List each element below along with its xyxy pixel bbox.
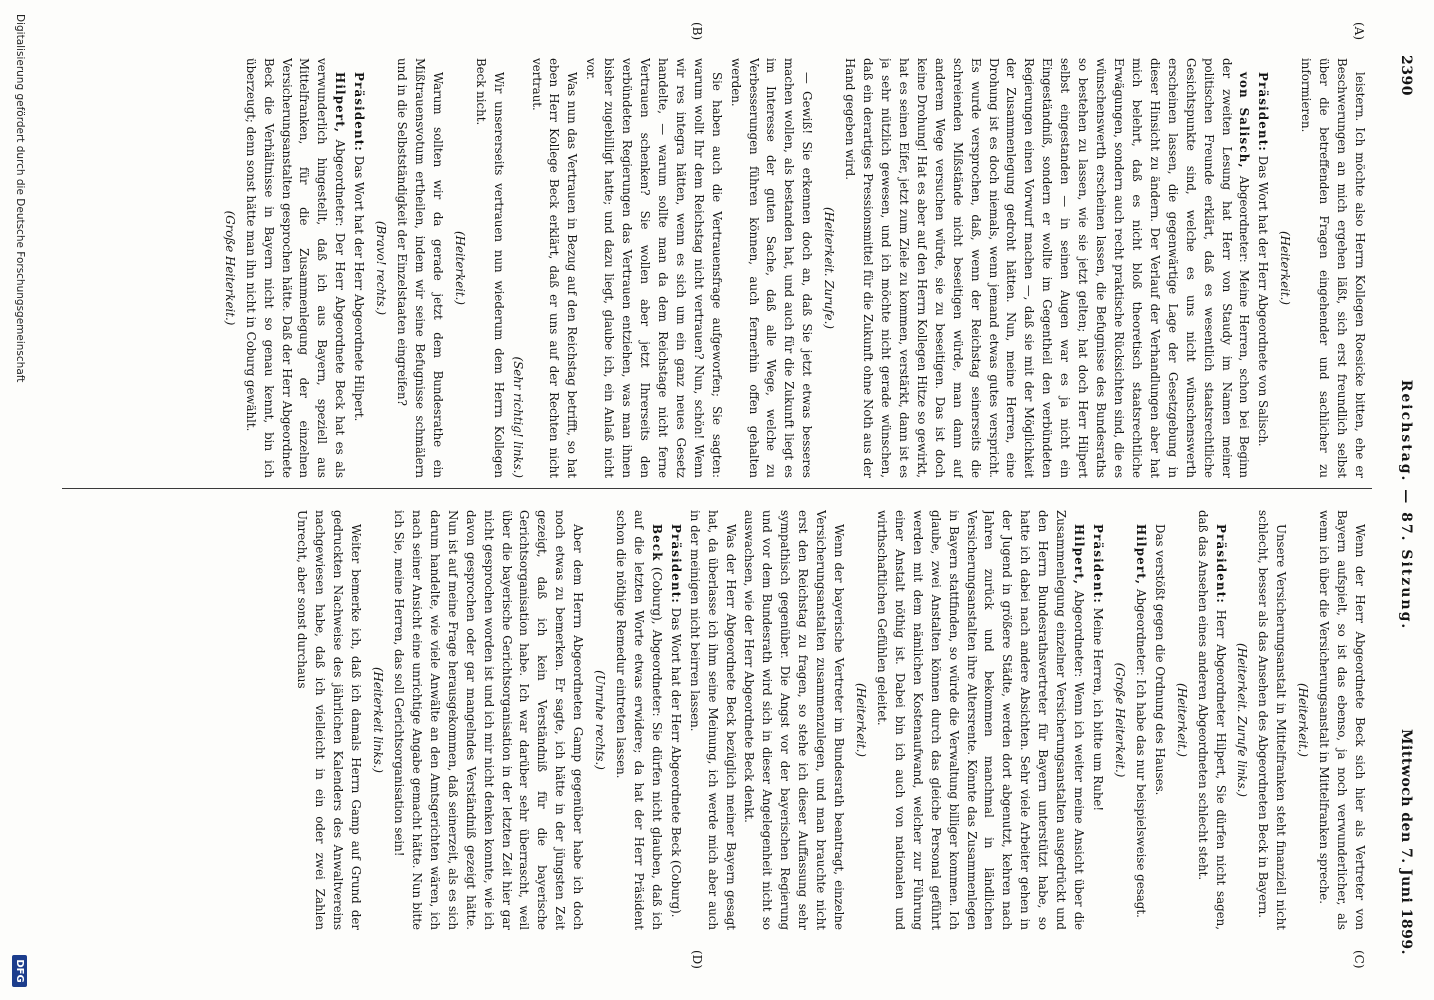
speaker-name: von Salisch, — [1237, 72, 1252, 169]
paragraph-text: Abgeordneter: Ich habe das nur beispielsweise gesagt. — [1133, 588, 1148, 918]
speaker-name: Präsident: — [1256, 72, 1271, 152]
paragraph-text: Herr Abgeordneter Hilpert, Sie dürfen nicht sagen, daß das Ansehen eines anderen Abgeordneten schlecht steht. — [1195, 510, 1228, 930]
paragraph-text: Das Wort hat der Herr Abgeordnete von Salisch. — [1256, 155, 1271, 447]
speech-paragraph — [241, 58, 349, 478]
paragraph-text: (Heiterkeit.) — [854, 682, 869, 757]
funding-note: Digitalisierung gefördert durch die Deutsche Forschungsgemeinschaft — [14, 14, 26, 383]
speaker-name: Präsident: — [352, 72, 367, 152]
speech-paragraph — [1193, 510, 1229, 930]
speech-paragraph — [840, 58, 1252, 478]
paragraph-text: Aber dem Herrn Abgeordneten Gamp gegenüber habe ich doch noch etwas zu bemerken. Er sagte, ich hätte in der jüngsten Zeit gezeigt, daß ich kein Verständniß für die bayerische Gerichtsorganisation habe. Ich war darüber sehr überrascht, weil über die bayerische Gerichtsorganisation in der letzten Zeit hier gar nicht gesprochen worden ist und ich mir nicht denken konnte, wie ich davon gesprochen oder gar mangelndes Verständniß gezeigt hätte. Nun ist auf meine Frage herausgekommen, daß seinerzeit, als es sich darum handelte, wie viele Anwälte an den Amtsgerichten wären, ich nach seiner Ansicht eine unrichtige Angabe gemacht hätte. Nun bitte ich Sie, meine Herren, das soll Gerichtsorganisation sein! — [391, 510, 586, 930]
speech-paragraph — [611, 510, 665, 930]
interjection — [1172, 510, 1190, 930]
page-footer — [7, 0, 29, 1000]
page-header — [1374, 55, 1414, 955]
paragraph-text: Wenn der bayerische Vertreter im Bundesrath beantragt, einzelne Versicherungsanstalten zusammenzulegen, und man brauchte nicht erst den Reichstag zu fragen, so stehe ich dieser Auffassung sehr sympathisch gegenüber. Die Angst vor der bayerischen Regierung und vor dem Bundesrath wird sich in dieser Angelegenheit nicht so auswachsen, wie der Herr Abgeordnete Beck denkt. — [742, 510, 847, 930]
paragraph-text: Das Wort hat der Herr Abgeordnete Beck (Coburg). — [668, 607, 683, 918]
paragraph-text: Sie haben auch die Vertrauensfrage aufgeworfen; Sie sagten: warum wollt Ihr dem Reichstag nicht vertrauen? Nun, schön! Wenn wir res integra hätten, wenn es sich um ein ganz neues Gesetz handelte, — warum sollte man da dem Reichstage nicht ferne Vertrauen schenken? Sie wollen aber jetzt Ihrerseits den verbündeten Regierungen das Vertrauen entziehen, was man ihnen bisher zugebilligt hatte; und dazu liegt, glaube ich, ein Anlaß nicht vor. — [584, 58, 724, 478]
paragraph-text: (Coburg), Abgeordneter: Sie dürfen nicht glauben, daß ich auf die letzten Worte etwas erwidere; da hat der Herr Präsident schon die nöthige Remedur eintreten lassen. — [614, 510, 664, 930]
paragraph-text: Abgeordneter: Meine Herren, schon bei Beginn der zweiten Lesung hat Herr von Staudy im Namen meiner politischen Freunde erklärt, daß es wesentlich staatsrechtliche Gesichtspunkte sind, welche es uns nicht wünschenswerth erscheinen lassen, die gegenwärtige Lage der Gesetzgebung in dieser Hinsicht zu ändern. Der Verlauf der Verhandlungen aber hat mich belehrt, daß es nicht bloß theoretisch staatsrechtliche Erwägungen, sondern auch recht praktische Rücksichten sind, die es wünschenswerth erscheinen lassen, die Befugnisse des Bundesraths so bestehen zu lassen, wie sie jetzt gelten; hat doch Herr Hilpert selbst eingestanden — in seinen Augen war es ja nicht ein Eingeständniß, sondern er wollte im Gegentheil den verbündeten Regierungen einen Vorwurf machen —, daß sie mit der Möglichkeit der Zusammenlegung gedroht hätten. Nun, meine Herren, eine Drohung ist es doch niemals, wenn jemand etwas gutes verspricht. Es wurde versprochen, daß, wenn der Reichstag seinerseits die schreienden Mißstände nicht beseitigen würde, man dann auf anderem Wege versuchen würde, sie zu beseitigen. Das ist doch keine Drohung! Hat es aber auf den Herrn Kollegen Hitze so gewirkt, hat es seinen Eifer, jetzt zum Ziele zu kommen, verstärkt, dann ist es ja sehr nützlich gewesen, und ich möchte nicht gerade wünschen, daß ein derartiges Pressionsmittel für die Zukunft ohne Noth aus der Hand gegeben wird. — [843, 58, 1252, 478]
paragraph-text: (Heiterkeit.) — [1174, 682, 1189, 757]
paragraph-text: (Bravo! rechts.) — [374, 220, 389, 316]
page-number: 2390 — [1398, 55, 1414, 96]
paragraph-text: leistern. Ich möchte also Herrn Kollegen Roesicke bitten, ehe er Beschwerungen an mich ergehen läßt, sich erst freundlich selbst über die betreffenden Fragen eingehender und sachlicher zu informieren. — [1299, 58, 1367, 478]
paragraph-text: (Heiterkeit.) — [1278, 230, 1293, 305]
text-paragraph — [471, 58, 507, 478]
page-title: Reichstag. — 87. Sitzung. — [1398, 379, 1414, 631]
interjection — [590, 510, 608, 930]
interjection — [1275, 58, 1293, 478]
interjection — [450, 58, 468, 478]
paragraph-text: (Sehr richtig! links.) — [510, 356, 525, 478]
margin-marker-d: (D) — [690, 950, 704, 969]
speaker-name: Präsident: — [668, 524, 683, 604]
text-paragraph — [389, 510, 586, 930]
speech-paragraph — [872, 510, 1087, 930]
interjection — [1233, 510, 1251, 930]
text-paragraph — [740, 510, 848, 930]
paragraph-text: Abgeordneter: Wenn ich weiter meine Ansicht über die Zusammenlegung einzelner Versicherungsanstalten ausgedrückt und den Herrn Bundesrathsvertreter für Bayern unterstützt habe, so hatte ich dabei nach andere Absichten. Sehr viele Arbeiter gehen in der Jugend in größere Städte, werden dort abgenutzt, kehren nach Jahren zurück und bekommen manchmal in ländlichen Versicherungsanstalten ihre Altersrente. Könnte das Zusammenlegen in Bayern stattfinden, so würde die Verwaltung billiger kommen. Ich glaube, zwei Anstalten können durch das gleiche Personal geführt werden mit dem nämlichen Kostenaufwand, welcher zur Führung einer Anstalt nöthig ist. Dabei bin ich auch von nationalen und wirthschaftlichen Gefühlen geleitet. — [874, 510, 1087, 930]
paragraph-text: — Gewiß! Sie erkennen doch an, daß Sie jetzt etwas besseres machen wollen, als bestanden hat, und auch für die Zukunft liegt es im Interesse der guten Sache, daß alle Wege, welche zu Verbesserungen führen können, auch fernerhin offen gehalten werden. — [728, 58, 815, 478]
margin-marker-b: (B) — [690, 22, 704, 41]
speech-paragraph — [1088, 510, 1106, 930]
paragraph-text: (Große Heiterkeit.) — [222, 210, 237, 326]
text-paragraph — [527, 58, 581, 478]
dfg-logo: DFG — [12, 955, 27, 987]
paragraph-text: Wenn der Herr Abgeordnete Beck sich hier als Vertreter von Bayern aufspielt, so ist das ebenso, ja noch verwunderlicher, als wenn ich über die Versicherungsanstalt in Mittelfranken spreche. — [1317, 510, 1367, 930]
speaker-name: Präsident: — [1213, 524, 1228, 604]
speech-paragraph — [1253, 58, 1271, 478]
speech-paragraph — [1131, 510, 1149, 930]
speaker-name: Präsident: — [1091, 524, 1106, 604]
speaker-name: Hilpert, — [1072, 524, 1087, 586]
interjection — [819, 58, 837, 478]
text-paragraph — [1314, 510, 1368, 930]
paragraph-text: Was nun das Vertrauen in Bezug auf den Reichstag betrifft, so hat eben Herr Kollege Beck erklärt, daß er uns auf der Rechten nicht vertraut. — [529, 58, 580, 478]
paragraph-text: Das verstößt gegen die Ordnung des Hauses. — [1152, 524, 1167, 796]
speech-paragraph — [666, 510, 684, 930]
paragraph-text: Das Wort hat der Herr Abgeordnete Hilpert. — [352, 155, 367, 422]
interjection — [368, 510, 386, 930]
paragraph-text: Was der Herr Abgeordnete Beck bezüglich meiner Bayern gesagt hat, da überlasse ich ihm seine Meinung, ich werde mich aber auch in der meinigen nicht beirren lassen. — [687, 510, 738, 930]
text-paragraph — [292, 510, 364, 930]
text-paragraph — [726, 58, 816, 478]
interjection — [851, 510, 869, 930]
session-date: Mittwoch den 7. Juni 1899. — [1398, 729, 1414, 955]
paragraph-text: Wir unsererseits vertrauen nun wiederum dem Herrn Kollegen Beck nicht. — [473, 58, 506, 478]
interjection — [220, 58, 238, 478]
text-paragraph — [685, 510, 739, 930]
text-paragraph — [392, 58, 446, 478]
paragraph-text: Weiter bemerke ich, daß ich damals Herrn Gamp auf Grund der gedruckten Nachweise des jährlichen Kalenders des Anwaltvereins nachgewiesen habe, daß ich vielleicht in ein oder zwei Zahlen Unrecht, aber sonst durchaus — [295, 510, 364, 930]
right-text-column — [68, 510, 1368, 930]
speaker-name: Beck — [649, 524, 664, 562]
interjection — [371, 58, 389, 478]
paragraph-text: (Heiterkeit.) — [1296, 682, 1311, 757]
paragraph-text: (Große Heiterkeit.) — [1112, 662, 1127, 778]
interjection — [508, 58, 526, 478]
left-text-column — [68, 58, 1368, 478]
speaker-name: Hilpert, — [333, 72, 348, 134]
text-paragraph — [1253, 510, 1289, 930]
margin-marker-a: (A) — [1352, 22, 1366, 41]
text-paragraph — [1296, 58, 1368, 478]
paragraph-text: Unsere Versicherungsanstalt in Mittelfranken steht finanziell nicht schlecht, besser als das Ansehen des Abgeordneten Beck in Bayern. — [1256, 510, 1289, 930]
interjection — [1110, 510, 1128, 930]
paragraph-text: (Heiterkeit links.) — [371, 666, 386, 774]
margin-marker-c: (C) — [1352, 950, 1366, 969]
column-divider — [62, 488, 1372, 489]
interjection — [1293, 510, 1311, 930]
paragraph-text: (Heiterkeit. Zurufe links.) — [1235, 643, 1250, 797]
paragraph-text: (Unruhe rechts.) — [593, 670, 608, 770]
paragraph-text: (Heiterkeit.) — [452, 230, 467, 305]
text-paragraph — [1150, 510, 1168, 930]
paragraph-text: Warum sollten wir da gerade jetzt dem Bundesrathe ein Mißtrauensvotum ertheilen, indem wir seine Befugnisse schmälern und in die Selbstständigkeit der Einzelstaaten eingreifen? — [395, 58, 445, 478]
speaker-name: Hilpert, — [1133, 524, 1148, 586]
paragraph-text: Abgeordneter: Der Herr Abgeordnete Beck hat es als verwunderlich hingestellt, daß ich aus Bayern, speziell aus Mittelfranken, für die Zusammenlegung der einzelnen Versicherungsanstalten gesprochen hätte. Daß der Herr Abgeordnete Beck die Verhältnisse in Bayern nicht so genau kennt, bin ich überzeugt; denn sonst hätte man ihn nicht in Coburg gewählt. — [243, 58, 348, 478]
paragraph-text: (Heiterkeit. Zurufe.) — [822, 207, 837, 329]
paragraph-text: Meine Herren, ich bitte um Ruhe! — [1091, 607, 1106, 812]
speech-paragraph — [349, 58, 367, 478]
text-paragraph — [581, 58, 724, 478]
